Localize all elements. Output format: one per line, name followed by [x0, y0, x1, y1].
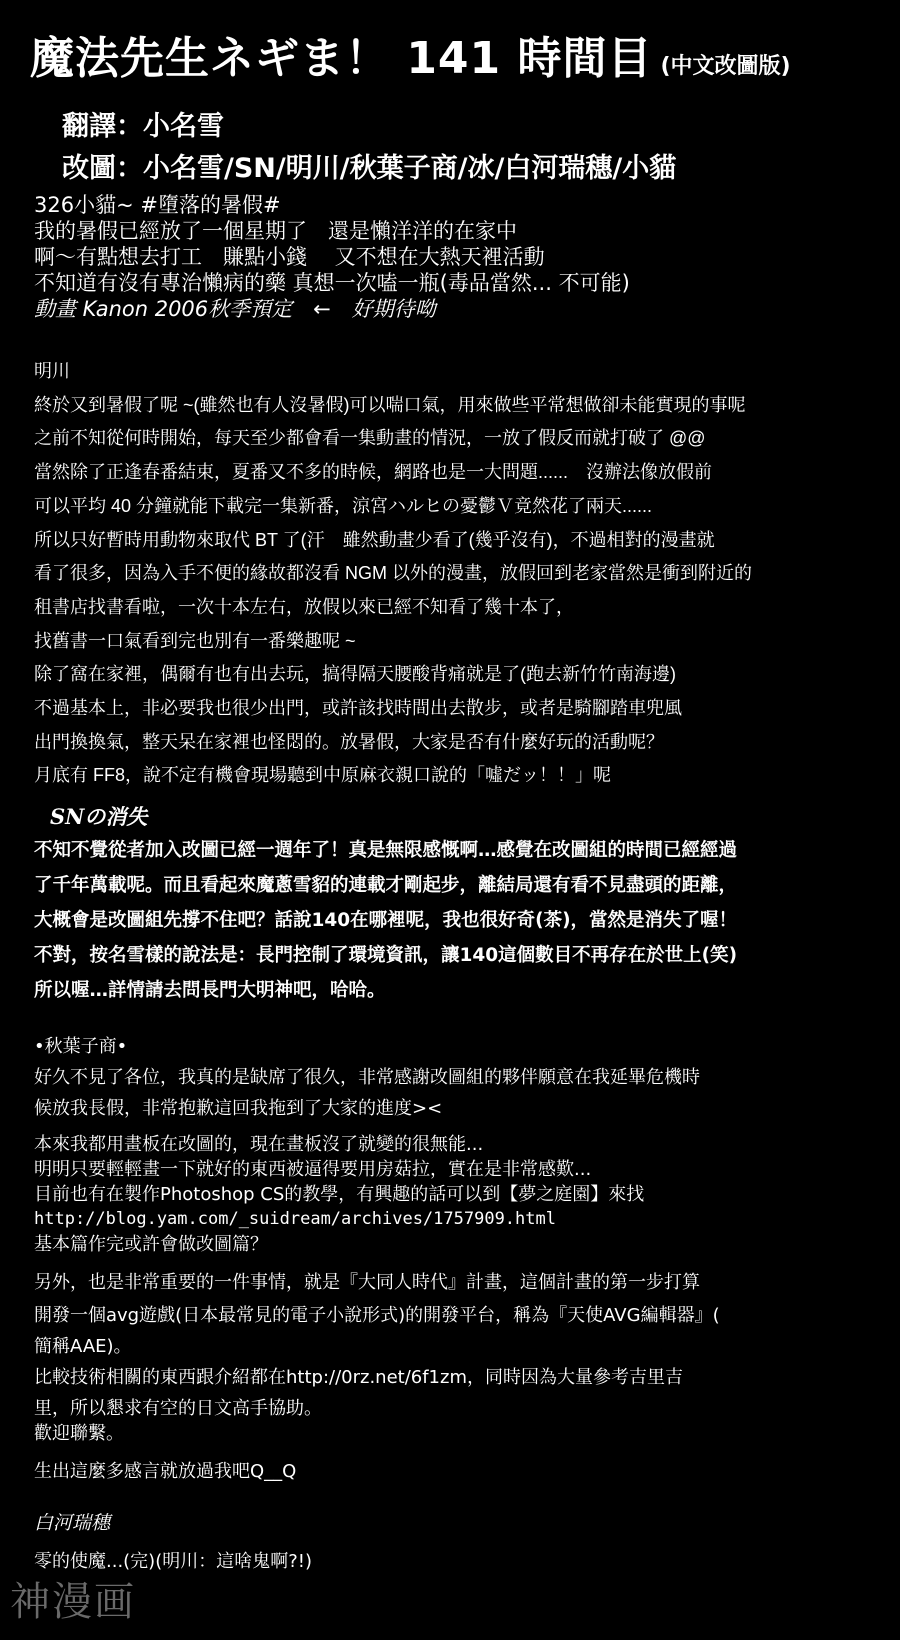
page-title: 魔法先生ネギま！ 141 時間目	[30, 33, 653, 84]
note-line: 好久不見了各位，我真的是缺席了很久，非常感謝改圖組的夥伴願意在我延畢危機時	[34, 1067, 700, 1088]
note-line: 里，所以懇求有空的日文高手協助。	[34, 1398, 322, 1419]
blog-link[interactable]: http://blog.yam.com/_suidream/archives/1757909.html	[34, 1209, 556, 1229]
note-line: 不知不覺從者加入改圖已經一週年了！真是無限感慨啊…感覺在改圖組的時間已經經過	[34, 840, 738, 861]
note-line: 找舊書一口氣看到完也別有一番樂趣呢 ~	[34, 630, 356, 651]
note-heading: SNの消失	[50, 804, 148, 829]
note-line: 另外，也是非常重要的一件事情，就是『大同人時代』計畫，這個計畫的第一步打算	[34, 1272, 700, 1293]
note-baihe	[34, 1508, 874, 1573]
note-sn	[34, 804, 874, 1008]
note-line: 了千年萬載呢。而且看起來魔蔥雪貂的連載才剛起步，離結局還有看不見盡頭的距離，	[34, 875, 738, 896]
note-heading: 白河瑞穗	[34, 1512, 111, 1534]
note-line: 零的使魔...(完)(明川：這啥鬼啊?!)	[34, 1551, 313, 1572]
note-line: 啊～有點想去打工 賺點小錢 又不想在大熱天裡活動	[34, 245, 545, 269]
translation-credit: 翻譯：小名雪	[62, 111, 224, 142]
watermark: 神漫画	[10, 1579, 136, 1625]
note-line: 歡迎聯繫。	[34, 1423, 124, 1444]
note-line: 簡稱AAE)。	[34, 1336, 132, 1357]
note-line: 候放我長假，非常抱歉這回我拖到了大家的進度><	[34, 1098, 443, 1119]
note-line: 可以平均 40 分鐘就能下載完一集新番，涼宮ハルヒの憂鬱Ｖ竟然花了兩天......	[34, 495, 653, 516]
note-line: 動畫 Kanon 2006秋季預定 ← 好期待呦	[34, 297, 436, 321]
note-line: 生出這麼多感言就放過我吧Q__Q	[34, 1461, 297, 1482]
note-line: 我的暑假已經放了一個星期了 還是懶洋洋的在家中	[34, 219, 517, 243]
note-line: 月底有 FF8，說不定有機會現場聽到中原麻衣親口說的「噓だッ！！」呢	[34, 765, 611, 786]
note-line: 之前不知從何時開始，每天至少都會看一集動畫的情況，一放了假反而就打破了 @@	[34, 428, 706, 449]
note-line: 目前也有在製作Photoshop CS的教學，有興趣的話可以到【夢之庭園】來找	[34, 1184, 645, 1205]
note-heading: •秋葉子商•	[34, 1036, 128, 1057]
note-line: 所以喔…詳情請去問長門大明神吧，哈哈。	[34, 980, 386, 1001]
note-line: 明明只要輕輕畫一下就好的東西被逼得要用房菇拉，實在是非常感歎...	[34, 1159, 592, 1180]
note-line: 不對，按名雪樣的說法是：長門控制了環境資訊，讓140這個數目不再存在於世上(笑)	[34, 945, 738, 966]
note-line: 基本篇作完或許會做改圖篇？	[34, 1234, 268, 1255]
note-line: 終於又到暑假了呢 ~(雖然也有人沒暑假)可以喘口氣，用來做些平常想做卻未能實現的事呢	[34, 394, 746, 415]
editing-credit: 改圖：小名雪/SN/明川/秋葉子商/冰/白河瑞穗/小貓	[62, 153, 677, 184]
note-line: 當然除了正逢春番結束，夏番又不多的時候，網路也是一大問題...... 沒辦法像放假前	[34, 462, 713, 483]
note-line: 不知道有沒有專治懶病的藥 真想一次嗑一瓶(毒品當然... 不可能)	[34, 271, 630, 295]
note-cat	[34, 192, 874, 322]
note-mingchuan	[34, 355, 874, 793]
note-line: 比較技術相關的東西跟介紹都在http://0rz.net/6f1zm，同時因為大量參考吉里吉	[34, 1367, 683, 1388]
note-author: 明川	[34, 361, 70, 381]
note-qiuye	[34, 1034, 874, 1484]
note-line: 出門換換氣，整天呆在家裡也怪悶的。放暑假，大家是否有什麼好玩的活動呢？	[34, 731, 664, 752]
note-line: 開發一個avg遊戲(日本最常見的電子小說形式)的開發平台，稱為『天使AVG編輯器』(	[34, 1305, 720, 1326]
note-line: 所以只好暫時用動物來取代 BT 了(汗 雖然動畫少看了(幾乎沒有)，不過相對的漫畫就	[34, 529, 715, 550]
note-line: 租書店找書看啦，一次十本左右，放假以來已經不知看了幾十本了，	[34, 596, 574, 617]
title-row	[30, 22, 880, 86]
note-line: 本來我都用畫板在改圖的，現在畫板沒了就變的很無能...	[34, 1134, 484, 1155]
note-line: 除了窩在家裡，偶爾有也有出去玩，搞得隔天腰酸背痛就是了(跑去新竹竹南海邊)	[34, 664, 676, 685]
note-line: 大概會是改圖組先撐不住吧？話說140在哪裡呢，我也很好奇(茶)，當然是消失了喔！	[34, 910, 738, 931]
note-body	[34, 833, 874, 1008]
note-line: 326小貓~ #墮落的暑假#	[34, 193, 281, 217]
note-line: 看了很多，因為入手不便的緣故都沒看 NGM 以外的漫畫，放假回到老家當然是衝到附近的	[34, 563, 752, 584]
note-line: 不過基本上，非必要我也很少出門，或許該找時間出去散步，或者是騎腳踏車兜風	[34, 698, 682, 719]
page-subtitle: (中文改圖版)	[660, 54, 791, 79]
credits	[62, 106, 676, 190]
